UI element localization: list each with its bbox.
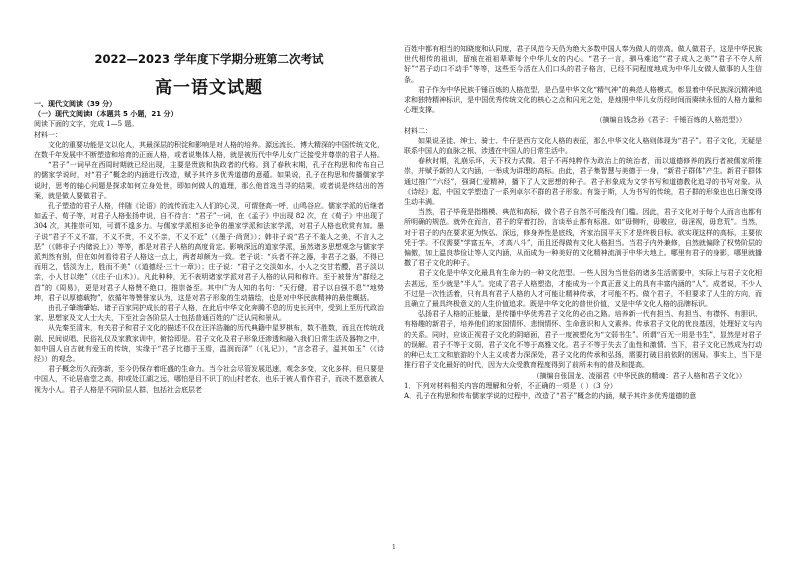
subject-title: 高一语文试题 [155,78,263,98]
left-column [34,99,384,395]
section-heading: 一、现代文阅读（39 分） [34,100,117,108]
paragraph: 春秋时期，礼崩乐坏，天下权力式微。君子不再纯粹作为政治上的统治者，而以道德修养的践行者被儒家所推崇，并赋予新的人文内涵，一举成为讲理的高标。由此，君子集智慧与美德于一身，“新君子群体”产生。新君子群体通过推广“六经”，强调仁爱精神，播下了人文思想的种子。君子形象成为文学书写和道德教化追寻的书写对象。从《诗经》起，中国文学塑造了一系列卓尔不群的君子形象。有鉴于斯，人为书写的传统，君子群的形象也也日渐变得生动丰满。 [404,157,762,207]
page-number: 1 [392,544,396,551]
exam-title: 2022—2023 学年度下学期分班第二次考试 [94,52,324,66]
right-column [404,44,762,401]
paragraph: 当然，君子毕竟是指楷模、典范和高标，做个君子自然不可能没有门槛。因此，君子文化对于每个人而言也都有所明确的规范。就外在而言，君子的穿着打扮，言谈举止都有标准。如“毋侧听，毋嗷应，毋淫视，毋怠荒”。当然，对于君子的内在要求更为恢弘、深远，修身养性是底线，齐家治国平天下才是终极目标。欲实现这样的高标，主要依凭于学。不仅需要“学富五车，才高八斗”，而且还得做有文化人格担当。当君子内外兼修，自然就偏除了权势阶层的偏傲，加上温良恭俭让等人文内涵，从而成为一种美好的文化精神流淌于中华大地上。哪里有君子的身影，哪里就播撒了君子文化的种子。 [404,208,762,268]
subsection-heading: （一）现代文阅读Ⅰ（本题共 5 小题，21 分） [34,110,178,119]
question-stem: 1．下列对材料相关内容的理解和分析，不正确的一项是（ ）（3 分） [404,381,617,390]
instruction-text: 阅读下面的文字，完成 1—5 题。 [34,120,139,129]
paragraph: 君子概念历久而弥新，至今仍保存着旺盛的生命力。当今社会尽管发展迅速，观念多变，文化多样，但只要是中国人，不论居庙堂之高，抑或处江湖之远，哪怕是目不识丁的山村老农，也乐于被人看作君子，而决不愿意被人视为小人。君子人格是不同阶层人群，包括社会底层老 [34,365,384,394]
paragraph: 百姓中都有相当的知晓度和认同度，君子风范今天仍为绝大多数中国人奉为做人的崇高。做人做君子，这是中华民族世代相传的祖训，留痕在祖祖辈辈每个中华儿女的内心。“君子一言，驷马难追”“君子成人之美”“君子不夺人所好”“君子动口不动手”等等，这些至今活在人们口头的君子格言，已经不同程度地成为中华儿女做人做事的人生信条。 [404,45,762,84]
paragraph: 弘扬君子人格的正能量，是传播中华优秀君子文化的必由之路。培养新一代有担当、有担当、有襟怀、有胆识、有格趣的新君子，培养他们的家国情怀、悲悯情怀、生命意识和人文素养。传承君子文化的优良基因，处理好文与内的关系。同时，应该正视君子文化的阴暗面，君子一度被塑化为“文弱书生”。所谓“百无一用是书生”，显然是对君子的误解。君子不等于文弱，君子文化不等于高雅文化。君子不等于失去了血性和激情。当下，君子文化已然成为打动的种已太工文和旅游的个人主义或者力深深处，君子文化的传承和弘扬，需要打破目前依附的困局。事实上，当下是推行君子文化最好的时代，因为大众受教育程度得到了前所未有的普及和提高。 [404,310,762,370]
paragraph: 如果说圣徒、绅士、骑士、牛仔是西方文化人格的表征，那么中华文化人格则体现为“君子”。君子文化，无疑是联系中国人的血脉之根、涉透在中国人的日常生活中。 [404,136,762,156]
material-label: 材料二： [404,126,432,135]
material-label: 材料一： [34,130,62,139]
source-citation: （摘编自张国龙、凌丽君《中华民族的精魂：君子人格和君子文化》） [532,371,746,380]
paragraph: 从先秦至清末，有关君子和君子文化的描述不仅在汪洋浩瀚的历代典籍中星罗棋布，数不胜数，而且在传统戏剧、民间说唱、民俗礼仪及家教家训中，俯拾即是。君子文化及君子形象还渗透和融入我们日常生活及器物之中，如中国人自古就有爱玉的传统，实缘于“君子比德于玉焉，温润而泽”（《礼记》），“言念君子，温其如玉”（《诗经》）的观念。 [34,324,384,364]
paragraph: “君子”一词早在西周时期就已经出现，主要是贵族和执政者的代称。到了春秋末期，孔子在构思和传布自己的儒家学说时，对“君子”概念的内涵进行改造，赋予其许多优秀道德的意蕴。如果说，孔子在构思和传播儒家学说时，思考的轴心问题是探求如何立身处世，即如何做人的道理，那么他首选当寻的结果，或者说是终结出的答案，就是做人要做君子。 [34,161,384,200]
paragraph: 由孔子肇端肇始、诸子百家同护成长的君子人格，在此后中华文化奔腾不息的历史长河中，受到上至历代政治家、思想家及文人士大夫，下至社会各阶层人士包括普通百姓的广泛认同和景从。 [34,304,384,323]
paragraph: 文化的重要功能是文以化人，其最深层的积淀和影响是对人格的培养。源远流长、博大精深的中国传统文化，在数千年发展中不断塑造和培育的正面人格，或者说集体人格，就是被历代中华儿女广泛接受并尊崇的君子人格。 [34,140,384,160]
paragraph: 君子作为中华民族千锤百炼的人格范型，是凸显中华文化“精气神”的典范人格模式，彰显着中华民族深沉精神追求和独特精神标识，是中国优秀传统文化的核心之点和闪光之处，是烛照中华儿女历经时间而赓续永恒的人格力量和心理支撑。 [404,85,762,115]
source-citation: （摘编自钱念孙《君子：千锤百炼的人格范型》） [595,116,746,125]
paragraph: 君子文化是中华文化最具有生命力的一种文化范型。一些人因为当世俗的诸多生活需要中，实际上与君子文化相去甚远，至少就是“半人”。完成了君子人格塑造，才能成为一个真正意义上的具有丰富内涵的“人”。成者说，不少人不过是一次性活着，只有具有君子人格的人才可能让精神传承，才可能不朽。做个君子，不但要求了人生的方向，而且确立了最具终极意义的人生价值追求。既是中华文化的普世价值，又是中华文化人格的品牌标识。 [404,269,762,309]
answer-option: A．孔子在构思和传布儒家学说的过程中，改造了“君子”概念的内涵，赋予其许多优秀道德的意 [404,391,697,400]
paragraph: 孔子塑造的君子人格，伴随《论语》的流传而走入人们的心灵，可谓登高一呼，山鸣谷应。儒家学派的后继者如孟子、荀子等，对君子人格张扬申说，自不待言：“君子”一词，在《孟子》中出现 82 次，在《荀子》中出现了 304 次，其推崇可知，可谓不遑多力。与儒家学派相多论争的墨家学派和法家学派，对君子人格也欣赏有加。墨子说“君子不义不富，不义不贵，不义不亲，不义不近”（《墨子·尚贤》）；韩非子说“君子不羞人之美，不言人之恶”（《韩非子·内储说上》）等等，都是对君子人格的高度肯定。影响深远的道家学派，虽然诸多思想观念与儒家学派判然有别，但在如何看待君子人格这一点上，两者却颇为一致。老子说：“兵者不祥之器，非君子之器，不得已而用之，恬淡为上，胜而不美”（《道德经·三十一章》）；庄子说：“君子之交淡如水，小人之交甘若醴，君子淡以亲，小人甘以绝”（《庄子·山木》）。凡此种种，无不表明诸家学派对君子人格的认同和称许。至于被誉为“群经之首”的《周易》，更是对君子人格赞不绝口，推崇备至。其中广为人知的名句：“天行健，君子以自强不息”“地势坤，君子以厚德载物”，依循年等赞誉家认为，这是对君子形象的生动描绘，也是对中华民族精神的最佳概括。 [34,202,384,302]
